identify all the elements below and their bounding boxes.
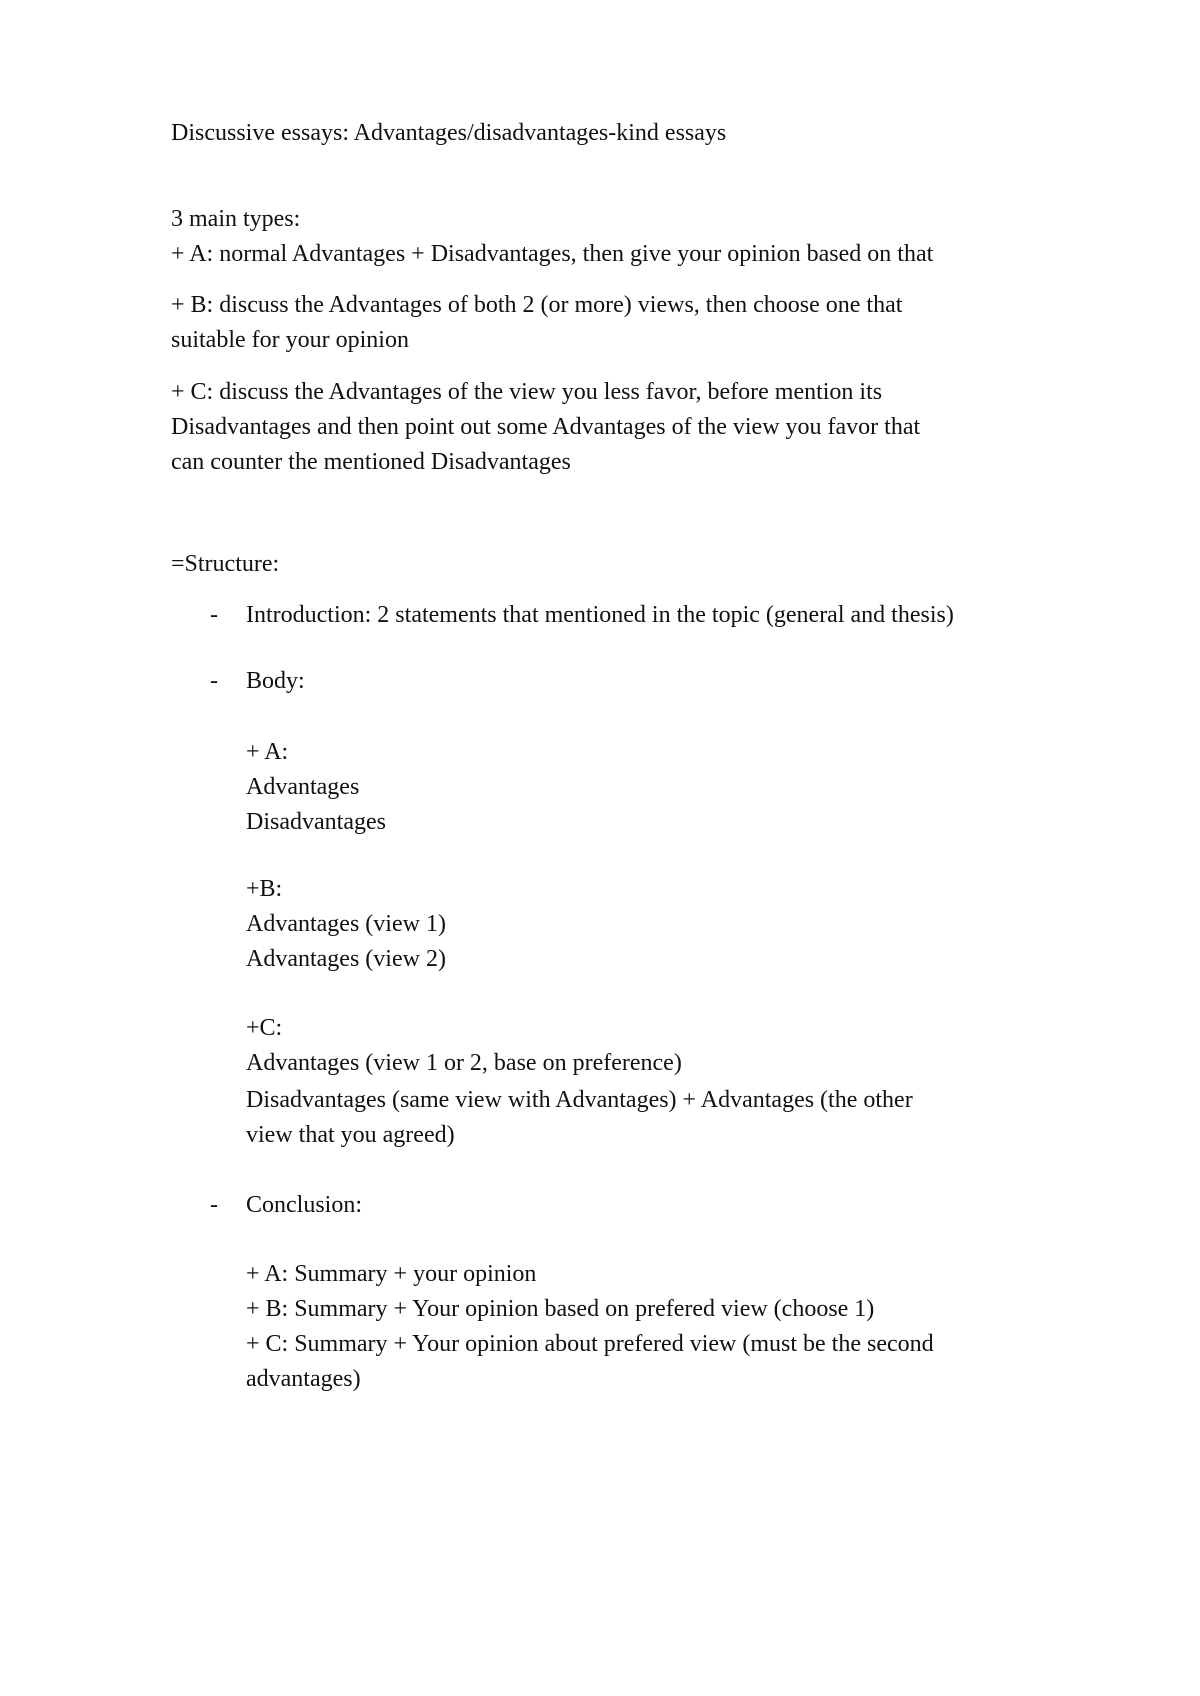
body-c-item: view that you agreed) <box>246 1122 455 1148</box>
bullet-dash: - <box>210 1192 218 1218</box>
types-heading: 3 main types: <box>171 206 301 232</box>
body-a-heading: + A: <box>246 739 289 765</box>
type-b-text-line1: + B: discuss the Advantages of both 2 (or more) views, then choose one that <box>171 292 903 318</box>
body-c-item: Advantages (view 1 or 2, base on preference) <box>246 1050 682 1076</box>
document-title: Discussive essays: Advantages/disadvantages-kind essays <box>171 120 727 146</box>
type-c-text-line3: can counter the mentioned Disadvantages <box>171 449 571 475</box>
body-b-item: Advantages (view 1) <box>246 911 446 937</box>
body-a-item: Disadvantages <box>246 809 386 835</box>
conclusion-item: advantages) <box>246 1366 361 1392</box>
structure-introduction: Introduction: 2 statements that mentioned in the topic (general and thesis) <box>246 602 954 628</box>
bullet-dash: - <box>210 602 218 628</box>
body-c-item: Disadvantages (same view with Advantages) + Advantages (the other <box>246 1087 913 1113</box>
type-a-text: + A: normal Advantages + Disadvantages, then give your opinion based on that <box>171 241 934 267</box>
conclusion-item: + B: Summary + Your opinion based on prefered view (choose 1) <box>246 1296 875 1322</box>
structure-body-label: Body: <box>246 668 305 694</box>
type-b-text-line2: suitable for your opinion <box>171 327 409 353</box>
conclusion-item: + C: Summary + Your opinion about prefered view (must be the second <box>246 1331 934 1357</box>
body-b-heading: +B: <box>246 876 283 902</box>
structure-conclusion-label: Conclusion: <box>246 1192 363 1218</box>
type-c-text-line1: + C: discuss the Advantages of the view you less favor, before mention its <box>171 379 883 405</box>
type-c-text-line2: Disadvantages and then point out some Advantages of the view you favor that <box>171 414 921 440</box>
body-b-item: Advantages (view 2) <box>246 946 446 972</box>
conclusion-item: + A: Summary + your opinion <box>246 1261 537 1287</box>
bullet-dash: - <box>210 668 218 694</box>
body-c-heading: +C: <box>246 1015 283 1041</box>
structure-heading: =Structure: <box>171 551 280 577</box>
body-a-item: Advantages <box>246 774 360 800</box>
